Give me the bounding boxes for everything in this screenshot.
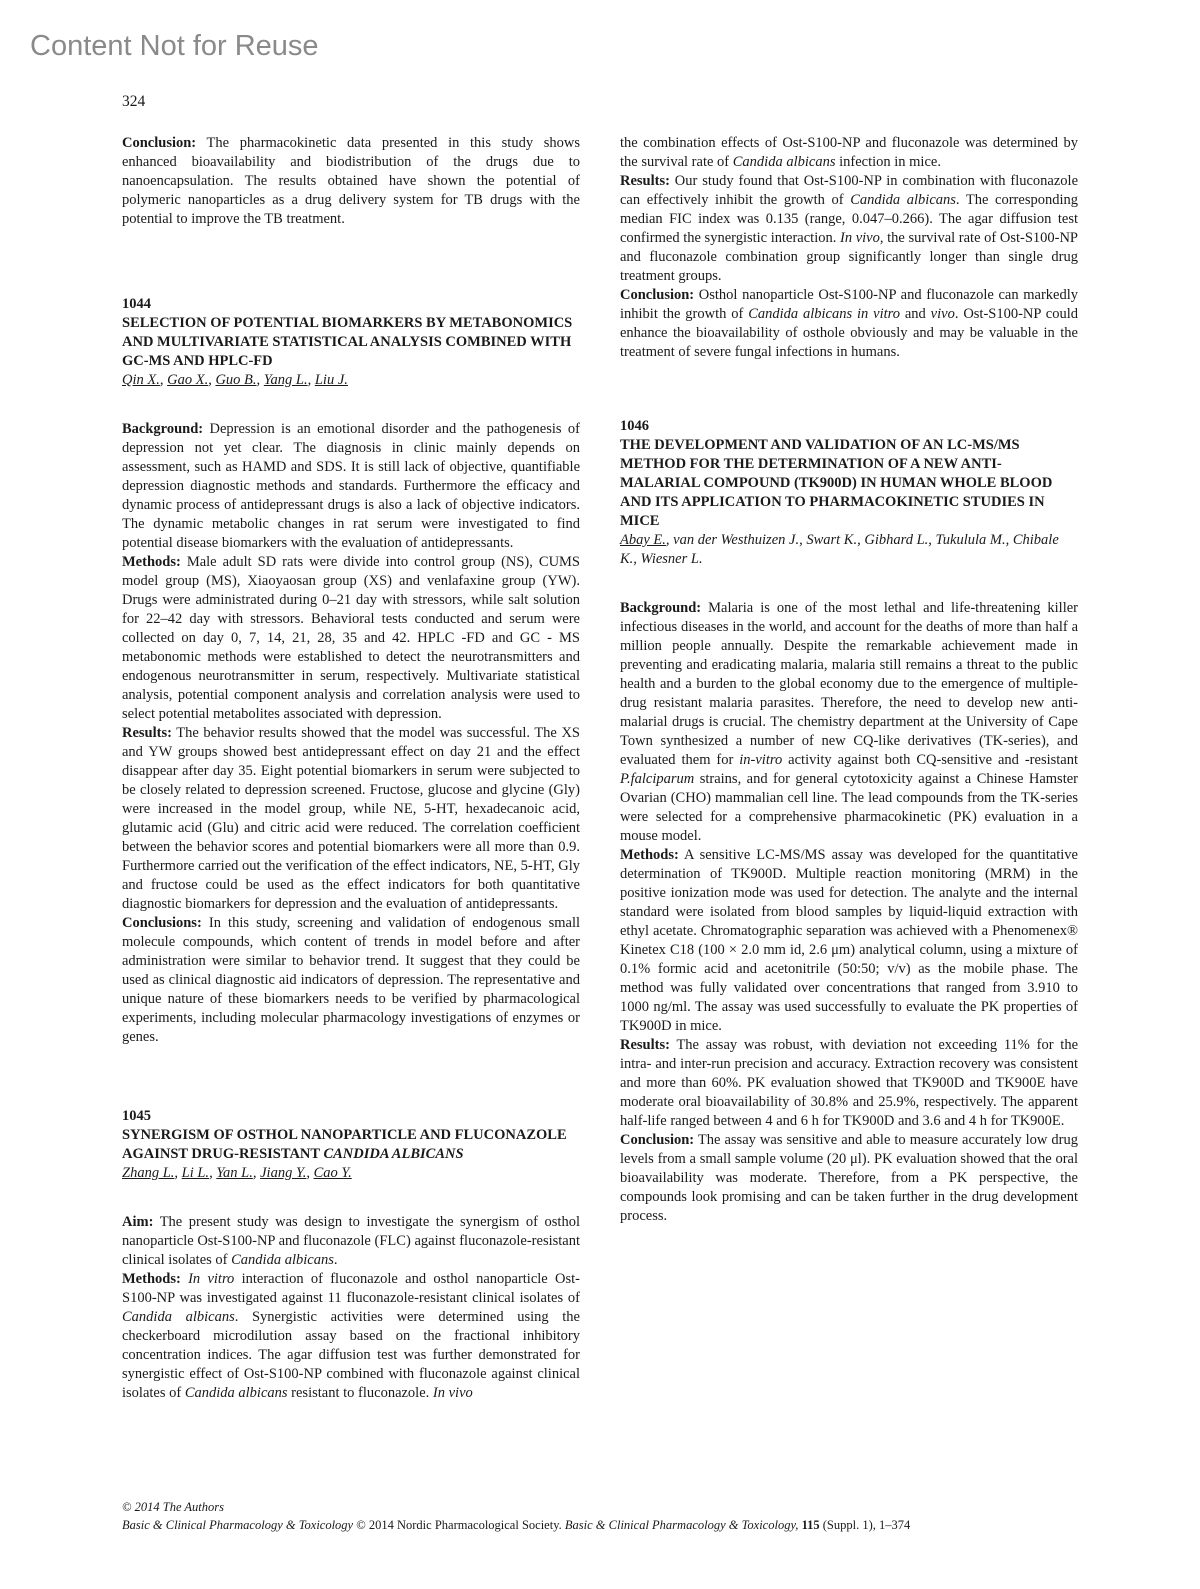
author-link[interactable]: Li L. [181, 1165, 210, 1181]
methods-1045 [122, 1270, 580, 1403]
section-text: A sensitive LC-MS/MS assay was developed for the quantitative determination of TK900D. Multiple reaction monitoring (MRM) in the positive ionization mode was used for detection. The analyte and the internal standard were isolated from blood samples by liquid-liquid extraction with ethyl acetate. Chromatographic separation was achieved with a Phenomenex® Kinetex C18 (100 × 2.0 mm id, 2.6 μm) analytical column, using a mixture of 0.1% formic acid and acetonitrile (50:50; v/v) as the mobile phase. The method was fully validated over concentrations that ranged from 3.910 to 1000 ng/ml. The assay was used successfully to evaluate the PK properties of TK900D in mice. [620, 847, 1078, 1034]
background-1046 [620, 599, 1078, 846]
author-link[interactable]: Yan L. [216, 1165, 253, 1181]
abstract-number-1044: 1044 [122, 296, 151, 312]
authors-1045: Zhang L., Li L., Yan L., Jiang Y., Cao Y. [122, 1165, 352, 1181]
section-text: . Synergistic activities were determined using the checkerboard microdilution assay based on the fractional inhibitory concentration indices. The agar diffusion test was further demonstrated for synergistic effect of Ost-S100-NP combined with fluconazole against clinical isolates of [122, 1309, 580, 1401]
species-name: Candida albicans [122, 1309, 235, 1325]
section-text: strains, and for general cytotoxicity against a Chinese Hamster Ovarian (CHO) mammalian cell line. The lead compounds from the TK-series were selected for a comprehensive pharmacokinetic (PK) evaluation in a mouse model. [620, 771, 1078, 844]
author-link[interactable]: Guo B. [215, 372, 257, 388]
section-text: The assay was robust, with deviation not exceeding 11% for the intra- and inter-run precision and accuracy. Extraction recovery was consistent and more than 60%. PK evaluation showed that TK900D and TK900E have moderate oral bioavailability of 30.8% and 25.9%, respectively. The apparent half-life ranged between 4 and 6 h for TK900D and 3.6 and 4 h for TK900E. [620, 1037, 1078, 1129]
section-text: , the survival rate of Ost-S100-NP and fluconazole combination group significantly longer than single drug treatment groups. [620, 230, 1078, 284]
section-label: Aim: [122, 1214, 154, 1230]
authors-1044: Qin X., Gao X., Guo B., Yang L., Liu J. [122, 372, 348, 388]
section-text: The present study was design to investigate the synergism of osthol nanoparticle Ost-S100-NP and fluconazole (FLC) against fluconazole-resistant clinical isolates of [122, 1214, 580, 1268]
right-column [620, 134, 1078, 1226]
section-text: . Ost-S100-NP could enhance the bioavailability of osthole obviously and may be valuable in the treatment of severe fungal infections in humans. [620, 306, 1079, 360]
author-link[interactable]: Liu J. [314, 372, 348, 388]
watermark: Content Not for Reuse [30, 30, 319, 62]
section-label: Background: [122, 421, 204, 437]
author-link[interactable]: Yang L. [263, 372, 308, 388]
species-name: Candida albicans [732, 154, 836, 170]
species-name: Candida albicans [231, 1252, 334, 1268]
author-link[interactable]: Swart K. [806, 532, 858, 548]
author-link[interactable]: Wiesner L. [640, 551, 703, 567]
section-label: Results: [620, 1037, 670, 1053]
conclusion-1046 [620, 1131, 1078, 1226]
results-1044 [122, 724, 580, 914]
conclusions-1044 [122, 914, 580, 1047]
author-link[interactable]: Chibale K. [620, 532, 1059, 567]
section-label: Background: [620, 600, 702, 616]
species-name: Candida albicans [850, 192, 956, 208]
section-text: The pharmacokinetic data presented in this study shows enhanced bioavailability and biodistribution of the drugs due to nanoencapsulation. The results obtained have shown the potential of polymeric nanoparticles as a drug delivery system for TB drugs with the potential to improve the TB treatment. [122, 135, 580, 227]
section-label: Conclusion: [620, 287, 695, 303]
section-label: Conclusions: [122, 915, 202, 931]
section-label: Results: [620, 173, 670, 189]
author-link[interactable]: Gibhard L. [864, 532, 929, 548]
abstract-title-1045 [122, 1126, 580, 1164]
copyright-line: © 2014 The Authors [122, 1500, 224, 1514]
section-text: Our study found that Ost-S100-NP in combination with fluconazole can effectively inhibit the growth of [620, 173, 1078, 208]
section-text: Male adult SD rats were divide into control group (NS), CUMS model group (MS), Xiaoyaosan group (XS) and venlafaxine group (YW). Drugs were administrated during 0–21 day with stressors, while salt solution for 22–42 day with stressors. Behavioral tests conducted and serum were collected on day 0, 7, 14, 21, 28, 35 and 42. HPLC -FD and GC - MS metabonomic methods were established to detect the neurotransmitters and endogenous neurotransmitter in serum, respectively. Multivariate statistical analysis, potential component analysis and correlation analysis were used to select potential metabolites associated with depression. [122, 554, 580, 722]
section-text: Malaria is one of the most lethal and life-threatening killer infectious diseases in the world, and account for the deaths of more than half a million people annually. Despite the remarkable achievement made in preventing and eradicating malaria, malaria still remains a threat to the public health and a burden to the global economy due to the emergence of multiple-drug resistant malaria parasites. Therefore, the need to develop new anti-malarial drugs is crucial. The chemistry department at the University of Cape Town synthesized a number of new CQ-like derivatives (TK-series), and evaluated them for [620, 600, 1078, 768]
italic-term: vivo [930, 306, 955, 322]
section-label: Conclusion: [122, 135, 197, 151]
title-italic: CANDIDA ALBICANS [323, 1146, 464, 1162]
results-1046 [620, 1036, 1078, 1131]
journal-name: Basic & Clinical Pharmacology & Toxicology [122, 1518, 354, 1532]
author-link[interactable]: Zhang L. [122, 1165, 175, 1181]
italic-term: In vivo [432, 1385, 473, 1401]
section-text: the combination effects of Ost-S100-NP and fluconazole was determined by the survival rate of [620, 135, 1078, 170]
abstract-title-1046: THE DEVELOPMENT AND VALIDATION OF AN LC-MS/MS METHOD FOR THE DETERMINATION OF A NEW ANTI-MALARIAL COMPOUND (TK900D) IN HUMAN WHOLE BLOOD AND ITS APPLICATION TO PHARMACOKINETIC STUDIES IN MICE [620, 437, 1053, 529]
section-text: The behavior results showed that the model was successful. The XS and YW groups showed best antidepressant effect on day 21 and the effect disappear after day 35. Eight potential biomarkers in serum were subjected to be closely related to depression screened. Fructose, glucose and glycine (Gly) were increased in the model group, while NE, 5-HT, hexadecanoic acid, glutamic acid (Glu) and citric acid were reduced. The correlation coefficient between the behavior scores and potential biomarkers were all more than 0.9. Furthermore carried out the verification of the effect indicators, NE, 5-HT, Gly and fructose could be used as the effect indicators for both quantitative diagnostic biomarkers for depression and the evaluation of antidepressants. [122, 725, 580, 912]
authors-1046: Abay E., van der Westhuizen J., Swart K., Gibhard L., Tukulula M., Chibale K., Wiesner L. [620, 532, 1059, 567]
page-number: 324 [122, 93, 146, 110]
page-footer [122, 1498, 1082, 1534]
section-text: The assay was sensitive and able to measure accurately low drug levels from a small sample volume (20 μl). PK evaluation showed that the oral bioavailability was moderate. Therefore, from a PK perspective, the compounds look promising and can be taken further in the drug development process. [620, 1132, 1078, 1224]
author-link[interactable]: Abay E. [620, 532, 666, 548]
author-link[interactable]: Tukulula M. [935, 532, 1006, 548]
abstract-title-1044: SELECTION OF POTENTIAL BIOMARKERS BY METABONOMICS AND MULTIVARIATE STATISTICAL ANALYSIS COMBINED WITH GC-MS AND HPLC-FD [122, 315, 573, 369]
species-name: Candida albicans [184, 1385, 288, 1401]
methods-1044 [122, 553, 580, 724]
conclusion-1045 [620, 286, 1078, 362]
section-label: Results: [122, 725, 172, 741]
species-name: P.falciparum [620, 771, 695, 787]
section-text: infection in mice. [835, 154, 941, 170]
section-label: Methods: [122, 1271, 181, 1287]
section-text: In this study, screening and validation of endogenous small molecule compounds, which content of trends in model before and after administration were similar to behavior trend. It suggest that they could be used as clinical diagnostic aid indicators of depression. The representative and unique nature of these biomarkers needs to be verified by pharmacological experiments, including molecular pharmacology investigations of enzymes or genes. [122, 915, 580, 1045]
author-link[interactable]: Qin X. [122, 372, 160, 388]
background-1044 [122, 420, 580, 553]
aim-1045 [122, 1213, 580, 1270]
section-text: and [900, 306, 931, 322]
section-text: . The corresponding median FIC index was 0.135 (range, 0.047–0.266). The agar diffusion test confirmed the synergistic interaction. [620, 192, 1078, 246]
society-text: © 2014 Nordic Pharmacological Society. [353, 1518, 565, 1532]
section-text: Depression is an emotional disorder and the pathogenesis of depression not yet clear. The diagnosis in clinic mainly depends on assessment, such as HAMD and SDS. It is still lack of objective, quantifiable depression diagnostic methods and standards. Furthermore the efficacy and dynamic process of antidepressant drugs is also a lack of objective indicators. The dynamic metabolic changes in rat serum were investigated to find potential disease biomarkers with the evaluation of antidepressants. [122, 421, 580, 551]
journal-citation [122, 1516, 1082, 1534]
section-text: activity against both CQ-sensitive and -resistant [782, 752, 1078, 768]
section-text: . [333, 1252, 338, 1268]
prev-conclusion [122, 134, 580, 229]
author-link[interactable]: van der Westhuizen J. [673, 532, 800, 548]
section-text: Osthol nanoparticle Ost-S100-NP and fluconazole can markedly inhibit the growth of [620, 287, 1078, 322]
left-column [122, 134, 580, 1403]
section-label: Methods: [620, 847, 679, 863]
volume: 115 [801, 1518, 820, 1532]
section-label: Conclusion: [620, 1132, 695, 1148]
italic-term: in-vitro [739, 752, 783, 768]
species-name: Candida albicans in vitro [748, 306, 900, 322]
abstract-number-1046: 1046 [620, 418, 649, 434]
section-label: Methods: [122, 554, 181, 570]
author-link[interactable]: Gao X. [167, 372, 209, 388]
results-1045 [620, 172, 1078, 286]
italic-term: In vitro [180, 1271, 235, 1287]
methods-1046 [620, 846, 1078, 1036]
section-text: resistant to fluconazole. [287, 1385, 433, 1401]
issue-pages: (Suppl. 1), 1–374 [819, 1518, 911, 1532]
author-link[interactable]: Cao Y. [313, 1165, 352, 1181]
abstract-number-1045: 1045 [122, 1108, 151, 1124]
journal-name: Basic & Clinical Pharmacology & Toxicology, [564, 1518, 799, 1532]
italic-term: In vivo [840, 230, 880, 246]
author-link[interactable]: Jiang Y. [260, 1165, 307, 1181]
methods-1045-continued [620, 134, 1078, 172]
section-text: interaction of fluconazole and osthol nanoparticle Ost-S100-NP was investigated against 11 fluconazole-resistant clinical isolates of [122, 1271, 580, 1306]
title-text: SYNERGISM OF OSTHOL NANOPARTICLE AND FLUCONAZOLE AGAINST DRUG-RESISTANT [122, 1127, 567, 1162]
